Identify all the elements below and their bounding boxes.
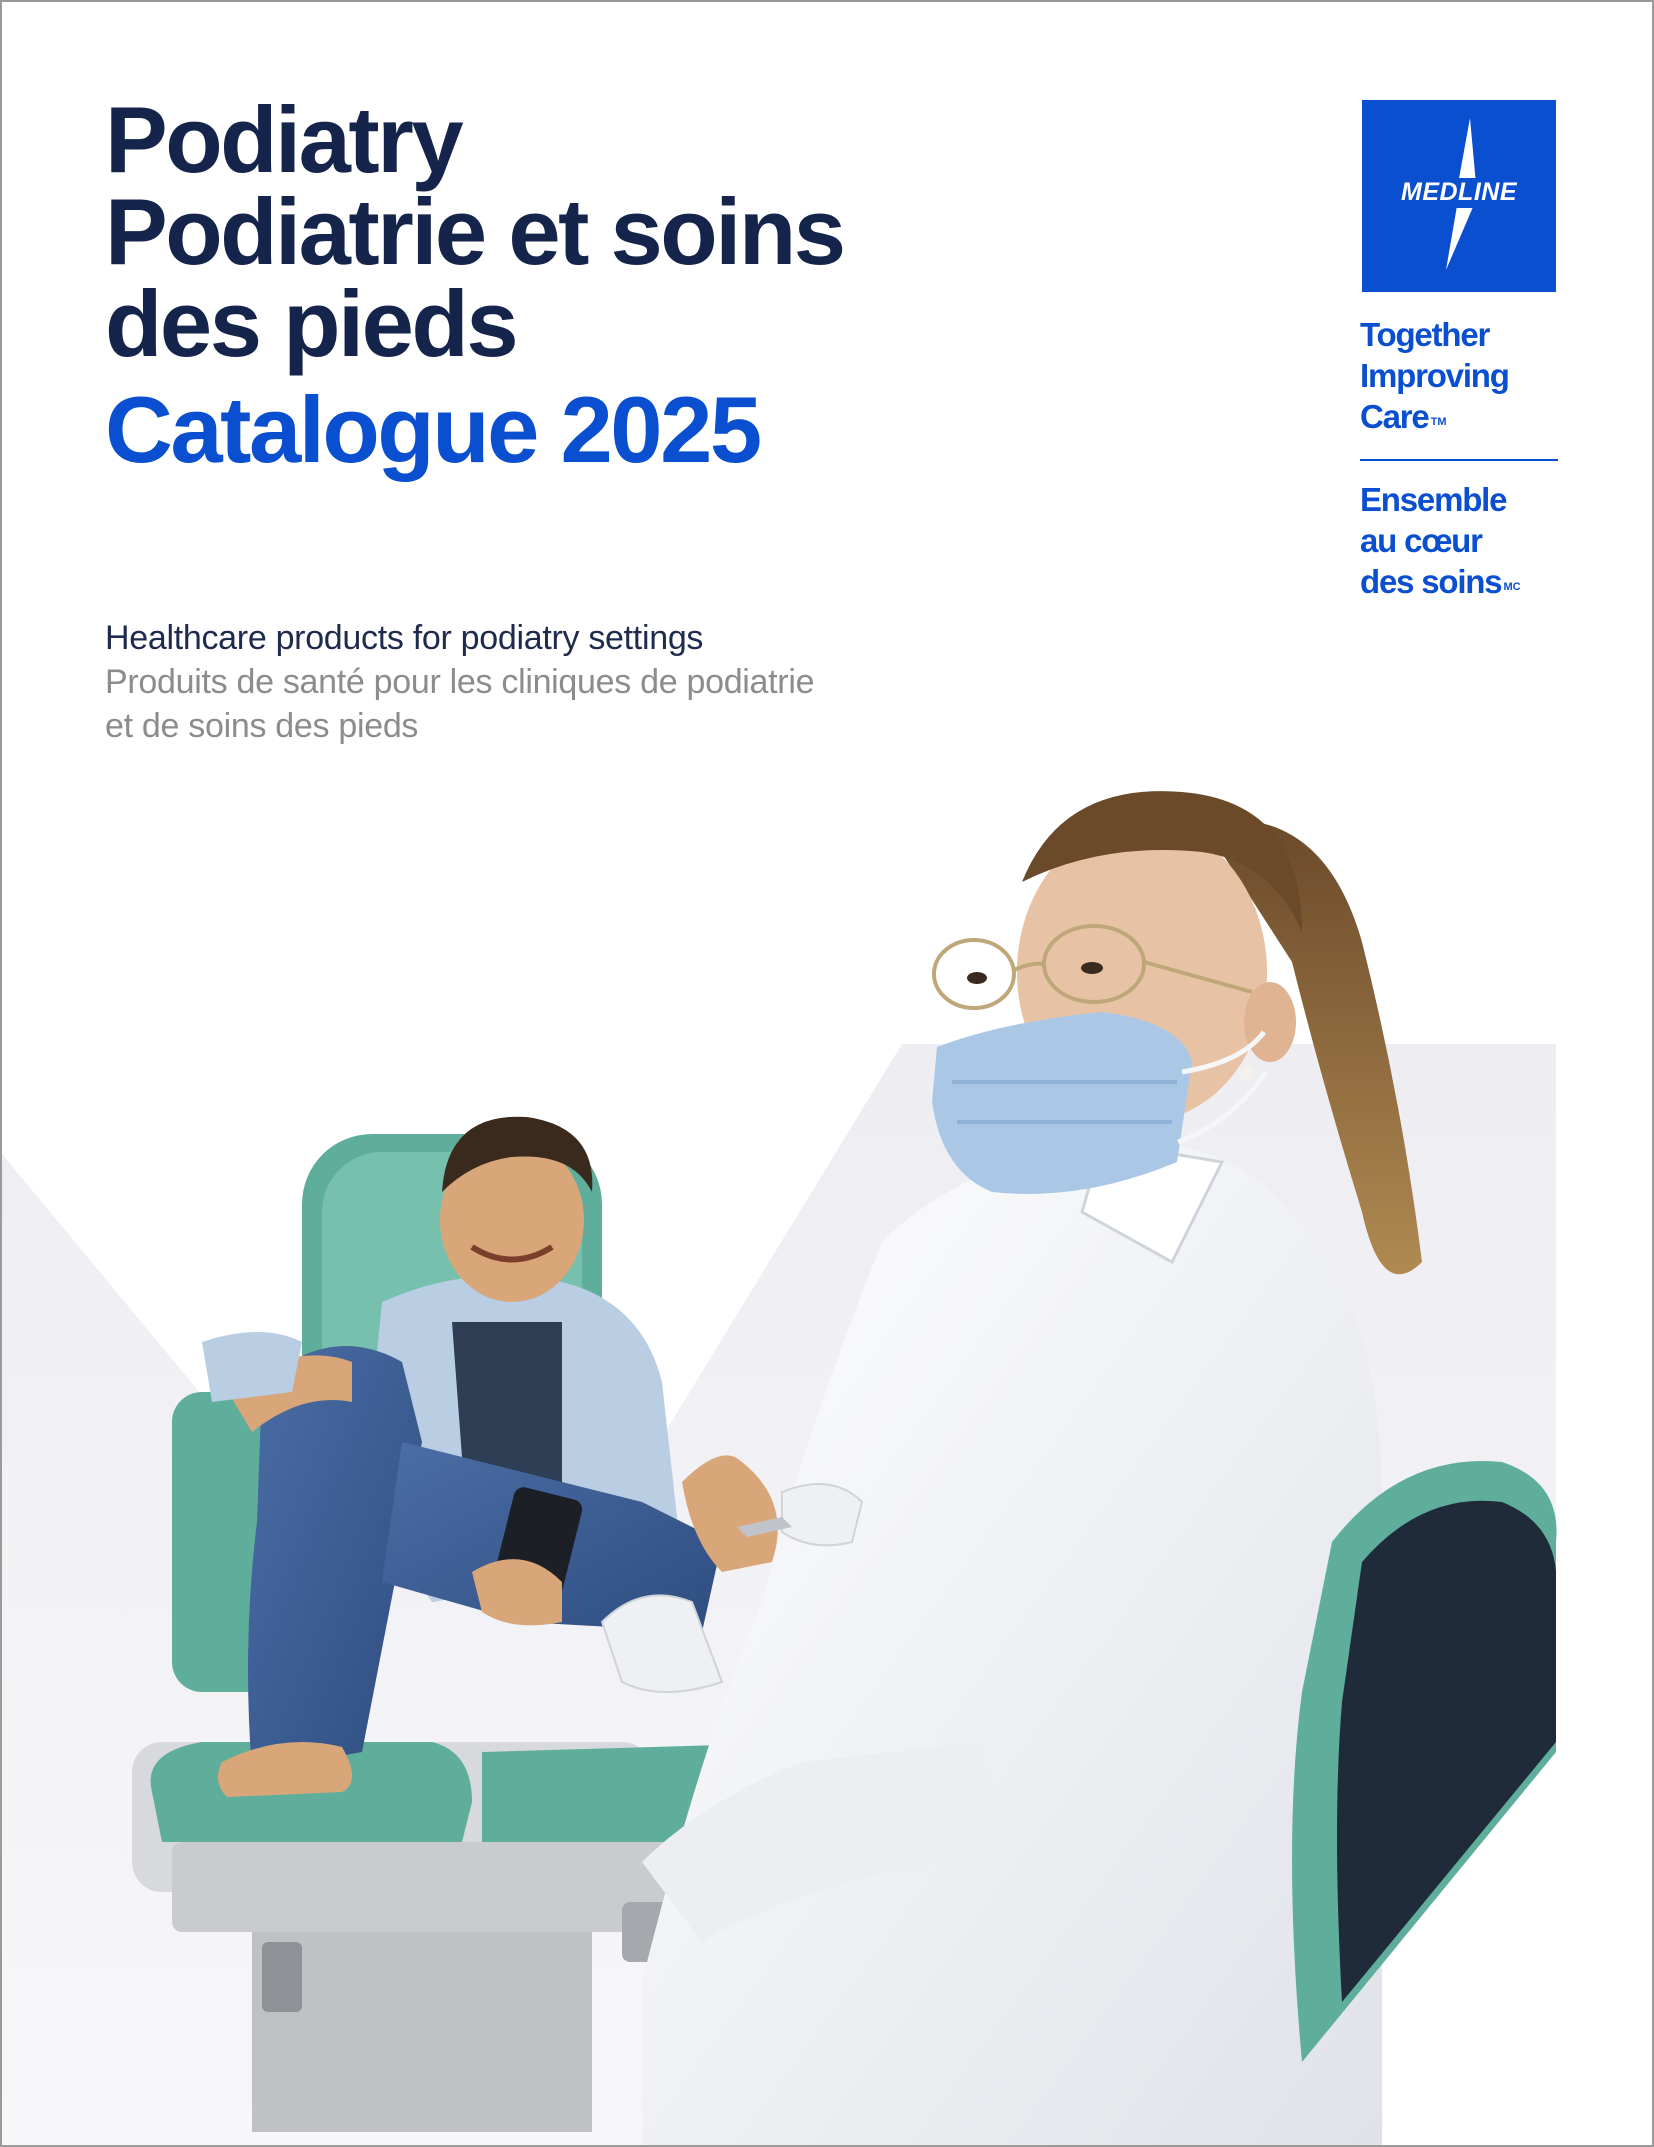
stool-backrest xyxy=(1292,1461,1557,2062)
trademark-mark: TM xyxy=(1430,416,1447,428)
title-french-line2: des pieds xyxy=(105,271,517,376)
title-block xyxy=(105,87,1005,482)
subtitle-block xyxy=(105,616,1005,748)
tagline-en-line: Improving xyxy=(1360,357,1509,394)
medline-logo xyxy=(1362,100,1556,292)
tagline-fr-line xyxy=(1360,561,1560,602)
logo-wordmark: MEDLINE xyxy=(1401,178,1517,206)
title-french-line1: Podiatrie et soins xyxy=(105,179,844,284)
tagline-fr-soins: des soins xyxy=(1360,563,1502,600)
catalogue-year: Catalogue 2025 xyxy=(105,377,760,482)
tagline-french xyxy=(1360,479,1560,602)
trademark-mark-fr: MC xyxy=(1503,581,1521,593)
title-english: Podiatry xyxy=(105,87,462,192)
tagline-en-line: Together xyxy=(1360,316,1490,353)
subtitle-english: Healthcare products for podiatry settings xyxy=(105,619,704,657)
tagline-divider xyxy=(1360,459,1558,461)
surgical-mask xyxy=(932,1012,1192,1194)
subtitle-french-line1: Produits de santé pour les cliniques de podiatrie xyxy=(105,663,815,701)
tagline-en-line xyxy=(1360,396,1560,437)
hero-photo xyxy=(2,742,1654,2147)
subtitle-french-line2: et de soins des pieds xyxy=(105,707,419,745)
tagline-fr-line: au cœur xyxy=(1360,522,1482,559)
tagline-english xyxy=(1360,314,1560,437)
tagline-en-care: Care xyxy=(1360,398,1429,435)
tagline-fr-line: Ensemble xyxy=(1360,481,1507,518)
